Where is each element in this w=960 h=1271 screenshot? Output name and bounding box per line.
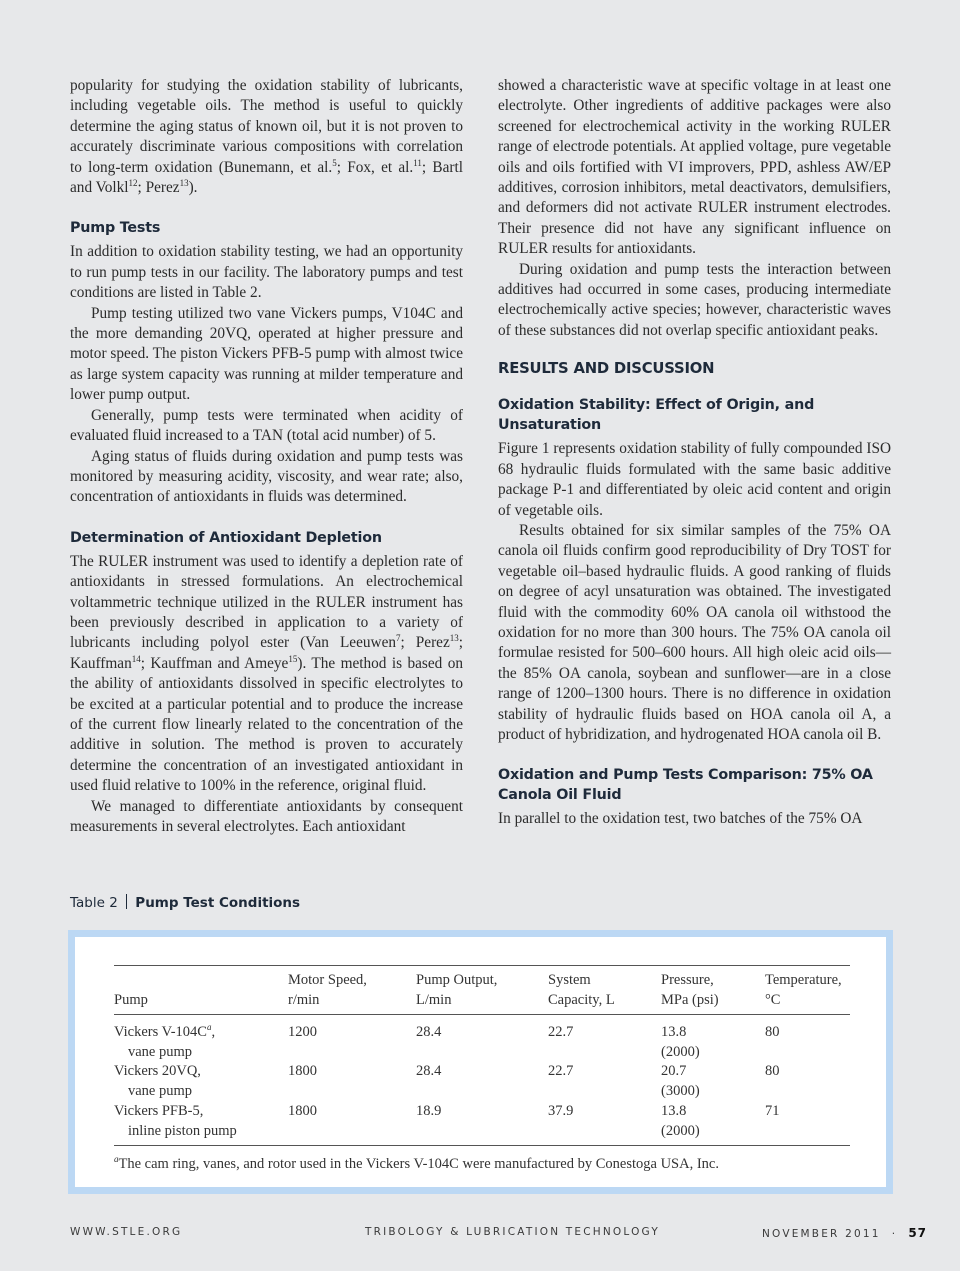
cell-pump: Vickers 20VQ, vane pump (114, 1063, 201, 1100)
paragraph: In parallel to the oxidation test, two batches of the 75% OA (498, 810, 863, 828)
table-row (114, 1062, 850, 1101)
footer-date: NOVEMBER 2011 (762, 1228, 881, 1240)
cell-temperature: 80 (765, 1024, 780, 1040)
paragraph: popularity for studying the oxidation stability of lubricants, including vegetable oils. The method is useful to quickly determine the aging status of known oil, but it is not proven to accurately discriminate various compositions with correlation to long-term oxidation (Bunemann, et al.$^5$; Fox, et al.$^{11}$; Bartl and Volkl$^{12}$; Perez$^{13}$). (70, 77, 463, 197)
paragraph: In addition to oxidation stability testing, we had an opportunity to run pump tests in our facility. The laboratory pumps and test conditions are listed in Table 2. (70, 243, 463, 302)
pump-conditions-table (114, 965, 850, 1146)
paragraph: Pump testing utilized two vane Vickers pumps, V104C and the more demanding 20VQ, operated at higher pressure and motor speed. The piston Vickers PFB-5 pump with almost twice as large system capacity was running at milder temperature and lower pump output. (70, 304, 463, 404)
header-pump-output: Pump Output, L/min (416, 972, 498, 1008)
cell-speed: 1800 (288, 1102, 317, 1119)
paragraph: Generally, pump tests were terminated when acidity of evaluated fluid increased to a TAN (total acid number) of 5. (70, 406, 463, 445)
cell-pump: Vickers $V-104C^a$, vane pump (114, 1022, 216, 1060)
cell-capacity: 22.7 (548, 1063, 574, 1080)
cell-temperature: 71 (765, 1102, 780, 1119)
cell-output: 28.4 (416, 1063, 442, 1080)
table-header-row (114, 966, 850, 1015)
footer-website: WWW.STLE.ORG (70, 1226, 183, 1238)
section-heading-comparison: Oxidation and Pump Tests Comparison: 75% OA Canola Oil Fluid (498, 767, 873, 804)
footer-issue (762, 1226, 927, 1240)
right-column (498, 76, 891, 830)
footer-journal: TRIBOLOGY & LUBRICATION TECHNOLOGY (365, 1226, 660, 1238)
left-column (70, 76, 463, 837)
header-motor-speed: Motor Speed, r/min (288, 972, 367, 1008)
table-row (114, 1102, 850, 1146)
table-row (114, 1015, 850, 1063)
cell-output: 18.9 (416, 1102, 442, 1119)
section-heading-pump-tests: Pump Tests (70, 220, 161, 237)
paragraph: The RULER instrument was used to identify a depletion rate of antioxidants in stressed formulations. An electrochemical voltammetric technique utilized in the RULER instrument has been previously described in application to a variety of lubricants including polyol ester (Van Leeuwen$^7$; Perez$^{13}$; Kauffman$^{14}$; Kauffman and Ameye$^{15}$). The method is based on the ability of antioxidants dissolved in specific electrolytes to be excited at a particular potential and to produce the increase of the current flow linearly related to the concentration of the additive in solution. The method is proven to accurately determine the concentration of an investigated antioxidant in used fluid relative to 100% in the reference, original fluid. (70, 552, 464, 795)
paragraph: During oxidation and pump tests the interaction between additives had occurred in some cases, producing intermediate electrochemically active species; however, characteristic waves of these substances did not overlap specific antioxidant peaks. (498, 260, 891, 339)
section-heading-antioxidant-depletion: Determination of Antioxidant Depletion (70, 529, 382, 546)
cell-temperature: 80 (765, 1063, 780, 1080)
paragraph: showed a characteristic wave at specific voltage in at least one electrolyte. Other ingredients of additive packages were also screened for electrochemical activity in the working RULER range of electrode potentials. At applied voltage, pure vegetable oils and oils fortified with VI improvers, PPD, ashless AW/EP additives, corrosion inhibitors, metal deactivators, demulsifiers, and deformers did not activate RULER instrument electrodes. Their presence did not have any significant influence on RULER results for antioxidants. (498, 77, 891, 258)
cell-pump: Vickers PFB-5, inline piston pump (114, 1102, 237, 1139)
header-pressure: Pressure, MPa (psi) (661, 972, 719, 1008)
header-pump: Pump (114, 992, 148, 1008)
footer-separator: · (891, 1228, 898, 1240)
header-temperature: Temperature, °C (765, 972, 842, 1008)
section-heading-oxidation-stability: Oxidation Stability: Effect of Origin, and Unsaturation (498, 397, 815, 434)
cell-pressure: 20.7 (3000) (661, 1063, 700, 1100)
table-label: Table 2 (70, 895, 118, 911)
section-heading-results: RESULTS AND DISCUSSION (498, 360, 715, 378)
paragraph: We managed to differentiate antioxidants by consequent measurements in several electrolytes. Each antioxidant (70, 797, 463, 835)
paragraph: Figure 1 represents oxidation stability of fully compounded ISO 68 hydraulic fluids formulated with the same basic additive package P-1 and differentiated by oleic acid content and origin of vegetable oils. (498, 440, 891, 519)
table-title: Pump Test Conditions (135, 895, 301, 911)
cell-speed: 1200 (288, 1024, 317, 1040)
cell-pressure: 13.8 (2000) (661, 1024, 700, 1060)
caption-divider (126, 894, 128, 909)
paragraph: Results obtained for six similar samples of the 75% OA canola oil fluids confirm good reproducibility of Dry TOST for vegetable oil–based hydraulic fluids. A good ranking of fluids on degree of acyl unsaturation was obtained. The investigated fluid with the commodity 60% OA canola oil withstood the oxidation for no more than 300 hours. The 75% OA canola oil formulae resisted for 500–600 hours. All high oleic acid oils—the 85% OA canola, soybean and sunflower—are in a close range of 1200–1300 hours. There is no difference in oxidation stability of hydraulic fluids based on HOA canola oil A, a product of hybridization, and hydrogenated HOA canola oil B. (498, 521, 891, 743)
cell-output: 28.4 (416, 1024, 442, 1040)
table-caption (70, 894, 300, 911)
table-frame (68, 930, 893, 1194)
table-footnote: $^a$The cam ring, vanes, and rotor used in the Vickers V-104C were manufactured by Conestoga USA, Inc. (114, 1154, 719, 1172)
page-number: 57 (908, 1226, 928, 1240)
header-system-capacity: System Capacity, L (548, 972, 615, 1008)
cell-capacity: 22.7 (548, 1024, 574, 1040)
paragraph: Aging status of fluids during oxidation and pump tests was monitored by measuring acidity, viscosity, and wear rate; also, concentration of antioxidants in fluids was determined. (70, 447, 463, 506)
table-panel (75, 937, 886, 1187)
cell-speed: 1800 (288, 1063, 317, 1080)
cell-capacity: 37.9 (548, 1102, 574, 1119)
cell-pressure: 13.8 (2000) (661, 1102, 700, 1139)
